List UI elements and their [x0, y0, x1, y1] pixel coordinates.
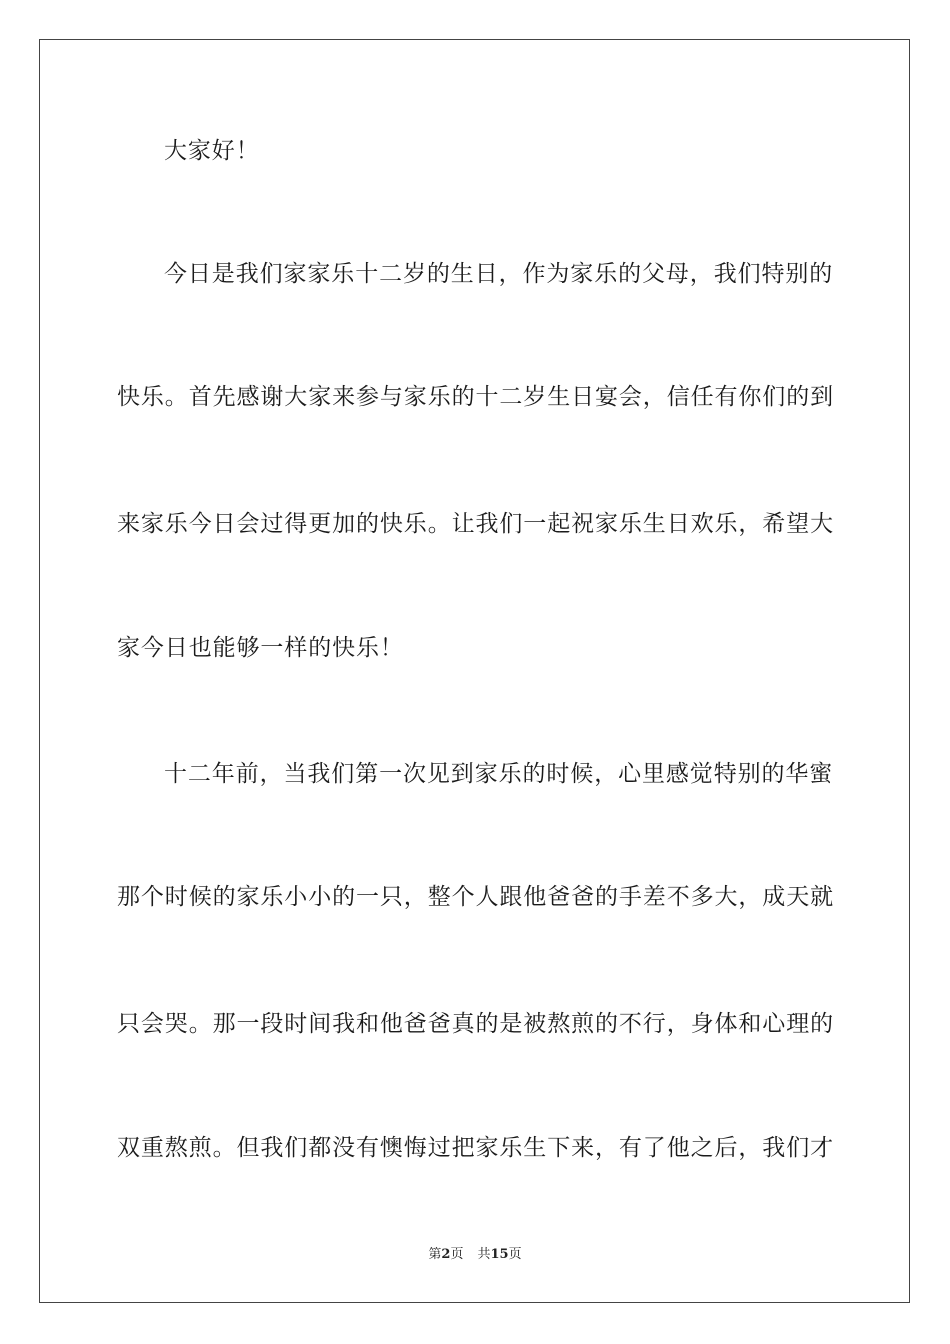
page-border: [39, 39, 910, 1303]
paragraph-line: 家今日也能够一样的快乐！: [117, 635, 404, 661]
page-number: 2: [441, 1247, 451, 1262]
page-suffix: 页: [450, 1247, 464, 1262]
paragraph-line: 十二年前，当我们第一次见到家乐的时候，心里感觉特别的华蜜: [164, 761, 834, 787]
total-prefix: 共: [477, 1247, 491, 1262]
paragraph-line: 今日是我们家家乐十二岁的生日，作为家乐的父母，我们特别的: [164, 261, 834, 287]
paragraph-line: 那个时候的家乐小小的一只，整个人跟他爸爸的手差不多大，成天就: [117, 884, 834, 910]
paragraph-line: 双重熬煎。但我们都没有懊悔过把家乐生下来，有了他之后，我们才: [117, 1135, 834, 1161]
page-prefix: 第: [428, 1247, 442, 1262]
paragraph-line: 只会哭。那一段时间我和他爸爸真的是被熬煎的不行，身体和心理的: [117, 1011, 834, 1037]
total-suffix: 页: [508, 1247, 522, 1262]
greeting-line: 大家好！: [164, 138, 260, 164]
paragraph-line: 快乐。首先感谢大家来参与家乐的十二岁生日宴会，信任有你们的到: [117, 384, 834, 410]
page-footer: [0, 1246, 950, 1264]
total-pages: 15: [490, 1247, 509, 1262]
paragraph-line: 来家乐今日会过得更加的快乐。让我们一起祝家乐生日欢乐，希望大: [117, 511, 834, 537]
